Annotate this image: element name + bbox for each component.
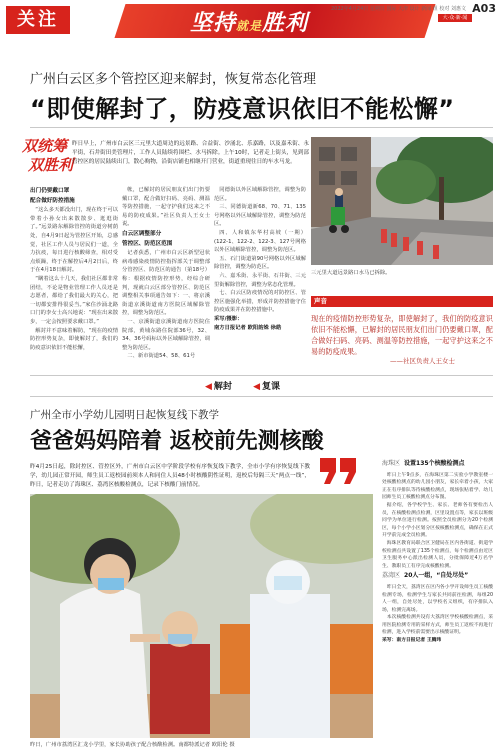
- divider: [30, 127, 493, 128]
- paragraph: 三、同德街道新68、70、71、135号网格以外区域解除管控，调整为防范区。: [214, 204, 306, 228]
- banner-connector: 就是: [236, 19, 263, 33]
- paragraph: 昨日全天，荔湾区在区内各小学开设师生员工核酸检测专场，检测学生与家长共同前往检测，每组20人一组，自处尽处，以学校名义组织，有序排队入场，检测完离场。: [382, 584, 493, 613]
- paragraph: 本次核酸检测共设有大荔湾区学校核酸检测点，采用医院检测专用的采样方式，师生员工返校不再进行检测，进入学校前需要出示核酸证明。: [382, 615, 493, 636]
- story1-subhead: 广州白云区多个管控区迎来解封，恢复常态化管理: [30, 72, 317, 87]
- arrow-item: 解封: [213, 382, 232, 392]
- divider: [30, 396, 493, 397]
- paragraph: “这么多天都没出门，现在终于可以带着小孙女出来散散步、逛逛街了。”远景路东解除管控的街道旁树荫处，自4月9日起为管控区开始，总感觉，社区工作人员与居民们一道，全力抗疫，每日进行核酸筛查，相对受点烦躁，终于在解控后4月2日后，终于在4月18日解封。: [30, 207, 118, 274]
- divider: [30, 375, 493, 376]
- paragraph: 五、石门街道第90号网格以外区域解除管控，调整为防范区。: [214, 255, 306, 271]
- story1-column-3: [214, 186, 306, 332]
- photo-caption: 三元里大道远景路口水马已拆除。: [311, 270, 391, 276]
- photo-caption: 昨日，广州市荔湾区汇龙小学里，家长协助孩子配合核酸检测。南都特派记者 欧阳伦 摄: [30, 742, 235, 748]
- column-subhead: 出门仍要戴口罩: [30, 188, 70, 194]
- paragraph: 解封并不意味着解防，“现在的疫情防控形势复杂，即使解封了，我们的防疫意识依旧不能松懈，: [30, 327, 118, 351]
- arrow-item: 复课: [262, 382, 281, 392]
- page-header: [0, 0, 500, 40]
- story2-sidebar: [382, 458, 493, 645]
- paragraph: 六、嘉禾街、永平街、石井街、三元里街解除管控，调整为常态化管理。: [214, 272, 306, 288]
- paragraph: 帐，已解封的居民朋友们出门仍要戴口罩，配合做好扫码、亮码、测温等防控措施，一起守护我们这来之不易的防疫成果。”社区负责人王女士说。: [122, 187, 210, 228]
- page-badge: 大·众·新·闻: [438, 14, 472, 22]
- story2-headline: 爸爸妈妈陪着 返校前先测核酸: [30, 429, 324, 454]
- story1-column-1: [30, 186, 118, 352]
- paragraph: 昨日上午9点多，在海珠区第二实验小学教室楼一处核酸检测点的幼儿园小朋友，家长牵着小孩，大家正在有序排队等待核酸检测点，现场张贴着学、幼儿园师生员工核酸检测点分布图。: [382, 472, 493, 501]
- story2-lead: 昨4月25日起，除封控区、管控区外，广州市白云区中学阶段学校有序恢复线下教学，全市小学有序恢复线下教学，幼儿园正常开园，师生员工返校园前须本人和同住人员48小时核酸阴性证明，返校后每隔三天“两点一线”，昨日，记者走访了海珠区、荔湾区核酸检测点，记录下核酸门前情况。: [30, 464, 310, 488]
- paragraph: 据介绍，各学校学生、家长、老师各有要检出人员，在核酸检测点检测，区里设置点等，家长以班级同学为单位进行检测。按照全员检测分为20个检测区，每个小学小区划分区按核酸检测点，确保在正式开学前完成全员检测。: [382, 502, 493, 539]
- paragraph: 一、京溪街道京溪街道南方医院住院部，黄埔东路住院部36号，32、34、36号码标以外区域解除管控，调整为防范区。: [122, 318, 210, 351]
- street-photo: [311, 137, 493, 265]
- sidebar-heading: 荔湾区 20人一组，“自处尽处”: [382, 572, 469, 580]
- triangle-icon: ◀: [205, 382, 212, 392]
- byline: 采写：南方日报记者 王腾玮: [382, 638, 442, 644]
- testing-scene-image: [30, 494, 373, 738]
- paragraph: 海珠区教育局联合区卫健局在区内各街道、街道学校检测点共设置了135个检测点，每个检测点由近区卫生服务中心派出检测人员，分批保障近4万名学生、教职员工有序完成核酸检测。: [382, 540, 493, 569]
- voice-label-bar: [311, 296, 493, 307]
- page-info: 2022年4月24日 星期日 国际 天津 设计 新闻 组 校对 刘惠文: [331, 6, 466, 12]
- byline: 采写/摄影： 南方日报记者 欧阳韵姝 徐皓: [214, 315, 282, 331]
- paragraph: 同德街以外区域解除管控，调整为防范区。: [214, 187, 306, 202]
- voice-signature: ——社区负责人王女士: [390, 357, 455, 365]
- testing-photo: [30, 494, 373, 738]
- paragraph: “瞒着这么十几天，我们社区都非常团结，不论是物业管理工作人员还是志愿者，都给了我们最大的关心，把一切都安排得很妥当。”家住沙涌北路口门的李女士高兴地说：“现在出来散步，一定会按照要求戴口罩。”: [30, 275, 118, 325]
- story2-subhead: 广州全市小学幼儿园明日起恢复线下教学: [30, 409, 219, 421]
- column-subhead: 配合做好防控措施: [30, 197, 75, 204]
- story1-lead: 昨日早上，广州市白云区三元里大道周边的远景路、合益街、沙涌北、乐嘉路，以及嘉禾街、永平街，石井街田美管理片，工作人员陆续将围栏、水马拆除。上午10时，记者走上街头，见到部管控区的居民陆续出门，散心购物，沿街店铺也相继开门营业，街道重现往日的车水马龙。: [72, 141, 309, 165]
- paragraph: 二、新市街道54、58、61号: [127, 353, 196, 360]
- column-subhead: 白云区调整部分: [122, 230, 162, 237]
- section-tag: 关注: [6, 6, 70, 34]
- page-number: A03: [472, 2, 496, 15]
- paragraph: 四、人和镇东华村高坡（一期）(122-1、122-2、122-3、127号网格以外区域解除管控，调整为防范区。: [214, 229, 306, 254]
- banner-title: 坚持就是胜利: [190, 11, 309, 36]
- paragraph: 记者获悉，广州市白云区新型冠状病毒感染疫情防控指挥部关于调整部分管控区、防范区的通告（第18号）称：根据疫情防控形势，经综合研判，现就白云区部分管控区、防范区调整相关事项通告如下：一、将京溪街道京溪街道南方医院区域解除管控，调整为防范区。: [122, 250, 210, 317]
- voice-quote: 现在的疫情防控形势复杂，即使解封了，我们的防疫意识依旧不能松懈，已解封的居民朋友们出门仍要戴口罩，配合做好扫码、亮码、测温等防控措施，一起守护这来之不易的防疫成果。: [311, 314, 493, 356]
- paragraph: 七、白云区防疫情况的对防控区、管控区施强化举措，形成并防控措施守住防疫成果并在防控措施中。: [214, 290, 306, 314]
- sidebar-heading: 海珠区 设置135个核酸检测点: [382, 460, 465, 467]
- campaign-stamp: 双统筹 双胜利: [22, 137, 74, 174]
- story1-headline: “即使解封了，防疫意识依旧不能松懈”: [30, 95, 455, 123]
- column-subhead: 管控区、防范区范围: [122, 240, 173, 247]
- story1-column-2: [122, 186, 210, 361]
- triangle-icon: ◀: [253, 382, 260, 392]
- street-scene-image: [311, 137, 493, 265]
- quote-mark-icon: [318, 456, 360, 486]
- topic-arrows: [205, 379, 282, 392]
- voice-label: 声音: [314, 297, 327, 305]
